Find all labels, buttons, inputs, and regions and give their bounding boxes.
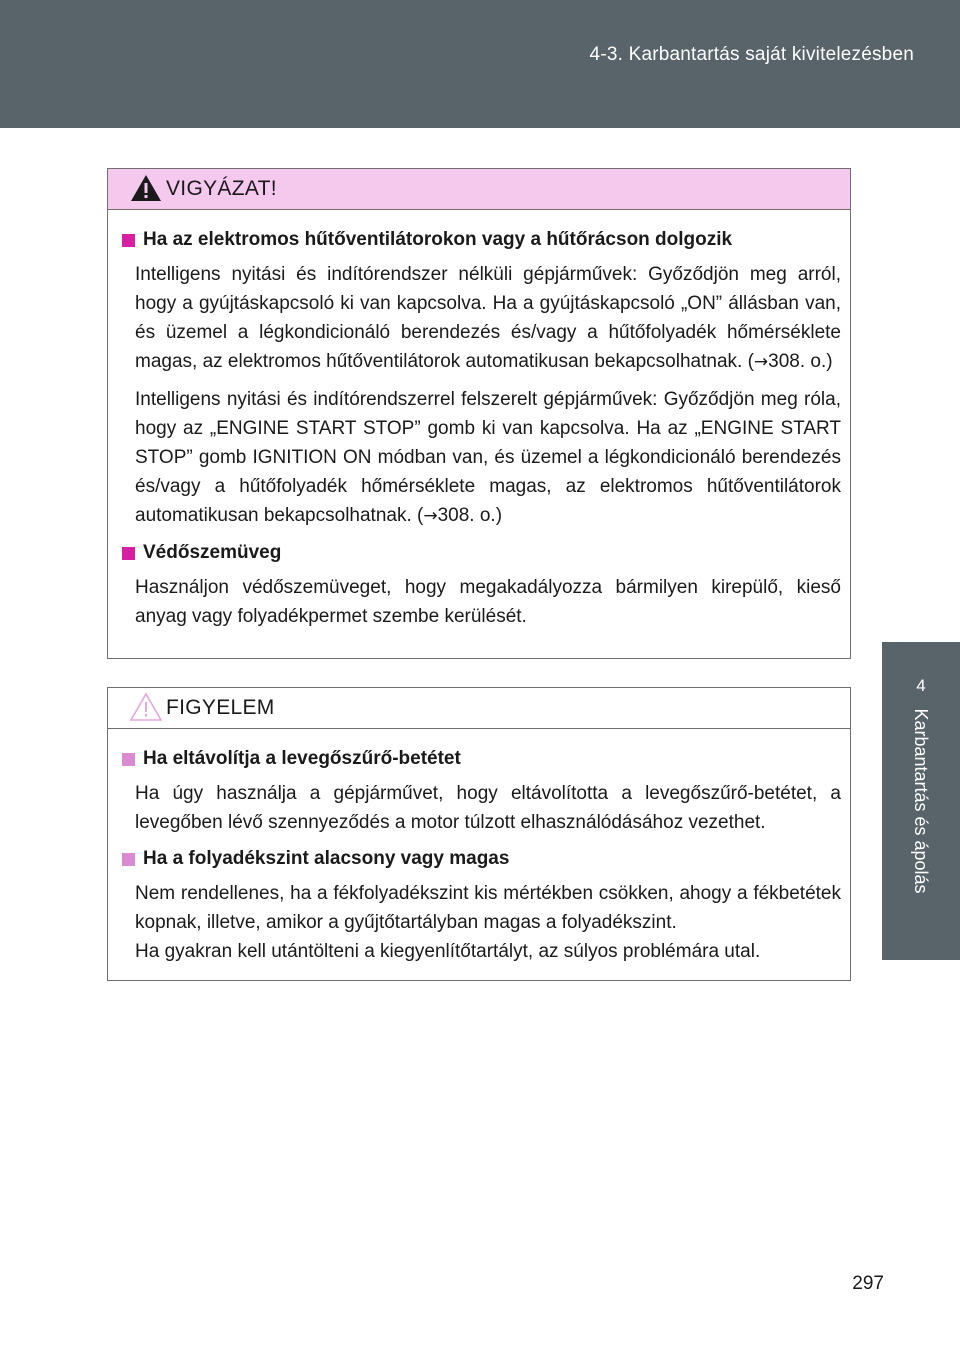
caution-item1-title: Ha az elektromos hűtőventilátorokon vagy a hűtőrácson dolgozik xyxy=(143,229,733,250)
square-bullet-icon xyxy=(122,753,135,766)
notice-label: FIGYELEM xyxy=(166,696,275,719)
notice-box xyxy=(107,687,851,981)
section-title: 4-3. Karbantartás saját kivitelezésben xyxy=(589,44,914,65)
square-bullet-icon xyxy=(122,853,135,866)
notice-body xyxy=(108,729,850,988)
notice-item2-title: Ha a folyadékszint alacsony vagy magas xyxy=(143,848,510,869)
square-bullet-icon xyxy=(122,234,135,247)
caution-item1-paragraph2 xyxy=(135,385,841,531)
warning-triangle-outline-icon xyxy=(130,692,162,722)
notice-item-title xyxy=(122,845,841,873)
caution-box xyxy=(107,168,851,659)
caution-item2-paragraph1: Használjon védőszemüveget, hogy megakadályozza bármilyen kirepülő, kieső anyag vagy folyadékpermet szembe kerülését. xyxy=(135,577,841,627)
notice-item1-title: Ha eltávolítja a levegőszűrő-betétet xyxy=(143,748,461,769)
caution-body xyxy=(108,210,850,653)
chapter-number: 4 xyxy=(916,676,926,695)
caution-item-title xyxy=(122,539,841,567)
paragraph-text: Intelligens nyitási és indítórendszer nélküli gépjárművek: Győződjön meg arról, hogy a gyújtáskapcsoló ki van kapcsolva. Ha a gyújtáskapcsoló „ON” állásban van, és üzemel a légkondicionáló berendezés és/vagy a hűtőfolyadék hőmérséklete magas, az elektromos hűtőventilátorok automatikusan bekapcsolhatnak. ( xyxy=(135,264,841,372)
page-reference: 308. o.) xyxy=(768,351,833,372)
notice-item1-paragraph1: Ha úgy használja a gépjárművet, hogy eltávolította a levegőszűrő-betétet, a levegőben lévő szennyeződés a motor túlzott elhasználódásához vezethet. xyxy=(135,783,841,833)
caution-item-title xyxy=(122,226,841,254)
warning-triangle-icon xyxy=(130,173,162,203)
chapter-title-wrap xyxy=(882,642,960,960)
chapter-title: Karbantartás és ápolás xyxy=(911,708,931,894)
notice-header xyxy=(108,688,850,729)
notice-item-title xyxy=(122,745,841,773)
square-bullet-icon xyxy=(122,547,135,560)
page-reference: 308. o.) xyxy=(437,505,503,526)
notice-item2-paragraph2: Ha gyakran kell utántölteni a kiegyenlítőtartályt, az súlyos problémára utal. xyxy=(135,941,761,962)
arrow-right-icon: → xyxy=(423,506,438,526)
caution-label: VIGYÁZAT! xyxy=(166,177,277,200)
arrow-right-icon: → xyxy=(753,352,769,372)
page-header xyxy=(0,0,960,128)
notice-item2-paragraph1: Nem rendellenes, ha a fékfolyadékszint kis mértékben csökken, ahogy a fékbetétek kopnak, illetve, amikor a gyűjtőtartályban magas a folyadékszint. xyxy=(135,883,841,933)
caution-header xyxy=(108,169,850,210)
paragraph-text: Intelligens nyitási és indítórendszerrel felszerelt gépjárművek: Győződjön meg róla, hogy az „ENGINE START STOP” gomb ki van kapcsolva. Ha az „ENGINE START STOP” gomb IGNITION ON módban van, és üzemel a légkondicionáló berendezés és/vagy a hűtőfolyadék hőmérséklete magas, az elektromos hűtőventilátorok automatikusan bekapcsolhatnak. ( xyxy=(135,389,841,526)
caution-item2-title: Védőszemüveg xyxy=(143,542,282,563)
caution-item1-paragraph1 xyxy=(135,260,841,377)
page-number: 297 xyxy=(852,1273,884,1294)
